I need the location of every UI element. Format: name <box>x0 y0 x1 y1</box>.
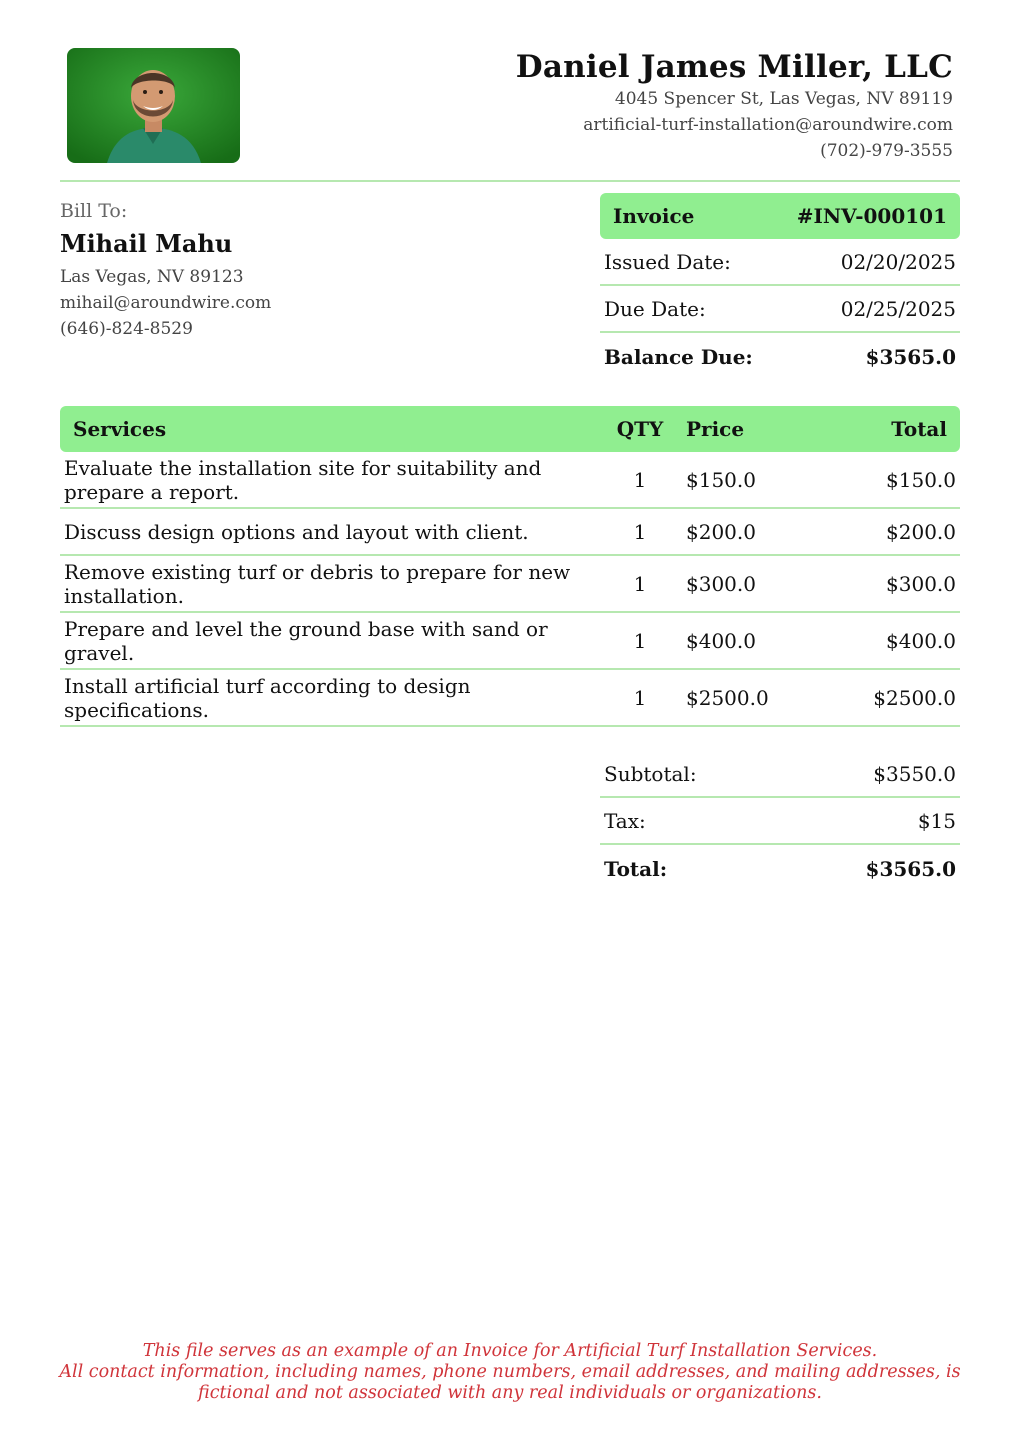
total-row <box>600 845 960 892</box>
disclaimer-line-1: This file serves as an example of an Invoice for Artificial Turf Installation Services. <box>142 1341 878 1361</box>
disclaimer-line-2: All contact information, including names, phone numbers, email addresses, and mailing addresses, is <box>59 1362 961 1382</box>
services-table <box>60 406 960 727</box>
service-total: $300.0 <box>886 571 956 596</box>
table-row <box>60 509 960 556</box>
header-qty: QTY <box>616 417 664 441</box>
table-row <box>60 556 960 613</box>
invoice-label: Invoice <box>613 204 695 228</box>
total-value: $3565.0 <box>865 856 956 881</box>
total-label: Total: <box>604 856 668 881</box>
service-price: $2500.0 <box>686 685 769 710</box>
bill-to-block <box>60 198 271 342</box>
tax-label: Tax: <box>604 808 646 833</box>
service-description: Install artificial turf according to design specifications. <box>64 673 471 722</box>
contractor-photo <box>67 48 240 163</box>
service-price: $150.0 <box>686 467 756 492</box>
issued-date-value: 02/20/2025 <box>840 249 956 274</box>
subtotal-label: Subtotal: <box>604 761 697 786</box>
disclaimer-line-3: fictional and not associated with any real individuals or organizations. <box>198 1383 822 1403</box>
totals-block <box>600 751 960 892</box>
table-row <box>60 452 960 509</box>
header-price: Price <box>686 417 745 441</box>
service-price: $400.0 <box>686 628 756 653</box>
service-description: Prepare and level the ground base with sand or gravel. <box>64 616 548 665</box>
balance-due-label: Balance Due: <box>604 344 753 369</box>
service-qty: 1 <box>633 467 647 492</box>
service-description: Remove existing turf or debris to prepare for new installation. <box>64 559 571 608</box>
client-email: mihail@aroundwire.com <box>60 293 272 313</box>
company-phone: (702)-979-3555 <box>820 141 953 161</box>
service-qty: 1 <box>633 628 647 653</box>
company-name: Daniel James Miller, LLC <box>515 49 953 85</box>
billing-section <box>60 182 960 406</box>
bill-to-label: Bill To: <box>60 200 128 222</box>
service-qty: 1 <box>633 685 647 710</box>
header-services: Services <box>73 417 167 441</box>
service-description: Discuss design options and layout with client. <box>64 519 529 544</box>
service-total: $150.0 <box>886 467 956 492</box>
invoice-page <box>60 48 960 892</box>
issued-date-label: Issued Date: <box>604 249 731 274</box>
tax-value: $15 <box>917 808 956 833</box>
service-description: Evaluate the installation site for suitability and prepare a report. <box>64 455 542 504</box>
balance-due-row <box>600 333 960 380</box>
disclaimer-footer <box>0 1341 1020 1404</box>
invoice-number: #INV-000101 <box>796 204 947 228</box>
issued-date-row <box>600 239 960 286</box>
service-qty: 1 <box>633 519 647 544</box>
person-photo-icon <box>67 48 240 163</box>
service-total: $400.0 <box>886 628 956 653</box>
balance-due-value: $3565.0 <box>865 344 956 369</box>
tax-row <box>600 798 960 845</box>
header-total: Total <box>891 417 947 441</box>
due-date-row <box>600 286 960 333</box>
company-info <box>516 48 953 164</box>
table-row <box>60 613 960 670</box>
client-address: Las Vegas, NV 89123 <box>60 267 244 287</box>
invoice-summary <box>600 193 960 380</box>
subtotal-row <box>600 751 960 798</box>
table-row <box>60 670 960 727</box>
client-phone: (646)-824-8529 <box>60 319 193 339</box>
service-total: $200.0 <box>886 519 956 544</box>
service-qty: 1 <box>633 571 647 596</box>
client-name: Mihail Mahu <box>60 229 233 258</box>
invoice-header <box>60 48 960 180</box>
invoice-number-header <box>600 193 960 239</box>
table-header <box>60 406 960 452</box>
company-address: 4045 Spencer St, Las Vegas, NV 89119 <box>614 89 953 109</box>
due-date-label: Due Date: <box>604 296 706 321</box>
subtotal-value: $3550.0 <box>873 761 956 786</box>
service-price: $300.0 <box>686 571 756 596</box>
service-total: $2500.0 <box>873 685 956 710</box>
due-date-value: 02/25/2025 <box>840 296 956 321</box>
service-price: $200.0 <box>686 519 756 544</box>
company-email: artificial-turf-installation@aroundwire.com <box>583 115 953 135</box>
